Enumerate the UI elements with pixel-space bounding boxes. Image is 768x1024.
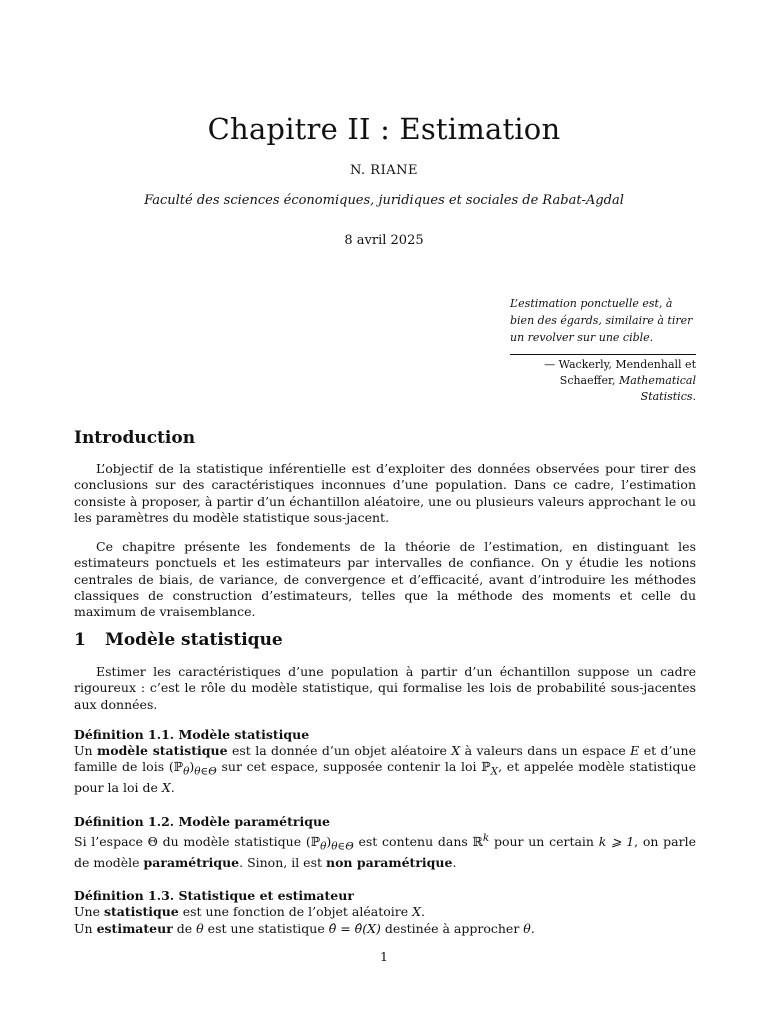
def-term: estimateur: [96, 920, 173, 936]
def-text: Si l’espace Θ du modèle statistique (ℙ: [74, 834, 321, 850]
attribution-prefix: — Wackerly, Mendenhall et Schaeffer,: [544, 358, 696, 387]
math-subscript: θ∈Θ: [331, 840, 354, 853]
def-term: paramétrique: [143, 854, 240, 870]
def-text: pour un certain: [489, 834, 599, 850]
def-text: est la donnée d’un objet aléatoire: [227, 743, 452, 759]
section-title: Modèle statistique: [105, 630, 283, 650]
page-number: 1: [380, 949, 388, 964]
def-text: , et appelée modèle statistique pour la loi de: [74, 759, 697, 796]
definition-1-3: [74, 888, 696, 937]
math-symbol: X: [161, 780, 171, 796]
def-text: ): [326, 834, 332, 850]
definition-1-3-line-1: [74, 904, 696, 920]
intro-paragraph-2: Ce chapitre présente les fondements de la théorie de l’estimation, en distinguant les estimateurs ponctuels et les estimateurs par intervalles de confiance. On y étudie les notions centrales de biais, de variance, de convergence et d’efficacité, avant d’introduire les méthodes classiques de construction d’estimateurs, telles que la méthode des moments et celle du maximum de vraisemblance.: [74, 539, 696, 620]
math-symbol: E: [630, 743, 640, 759]
def-text: est une statistique: [203, 920, 329, 936]
definition-1-2: [74, 814, 696, 872]
math-subscript: θ: [183, 765, 190, 778]
def-text: à valeurs dans un espace: [460, 743, 631, 759]
math-symbol: θ: [196, 920, 204, 936]
math-subscript: θ: [320, 840, 327, 853]
section-1-paragraph: Estimer les caractéristiques d’une population à partir d’un échantillon suppose un cadre rigoureux : c’est le rôle du modèle statistique, qui formalise les lois de probabilité sous-jacentes aux données.: [74, 664, 696, 712]
definition-1-2-text: [74, 830, 696, 871]
math-formula: θ̂ = θ̂(X): [328, 920, 381, 936]
def-text: .: [421, 904, 426, 920]
def-text: .: [530, 920, 535, 936]
math-symbol: X: [412, 904, 422, 920]
section-number: 1: [74, 630, 86, 650]
attribution-suffix: .: [692, 390, 696, 403]
def-text: est une fonction de l’objet aléatoire: [178, 904, 413, 920]
math-subscript: θ∈Θ: [194, 765, 217, 778]
page-title: Chapitre II : Estimation: [207, 112, 561, 146]
def-text: ): [189, 759, 195, 775]
def-text: est contenu dans ℝ: [353, 834, 483, 850]
author: N. RIANE: [350, 163, 418, 178]
definition-1-1-text: [74, 743, 696, 796]
math-symbol: X: [451, 743, 461, 759]
def-text: .: [170, 780, 175, 796]
def-text: de: [172, 920, 197, 936]
definition-1-3-line-2: [74, 921, 696, 937]
date: 8 avril 2025: [344, 233, 424, 248]
definition-1-3-heading: Définition 1.3. Statistique et estimateur: [74, 888, 354, 904]
epigraph-quote: L’estimation ponctuelle est, à bien des égards, similaire à tirer un revolver sur une cible.: [510, 297, 693, 344]
math-inequality: k ⩾ 1: [598, 834, 635, 850]
definition-1-2-heading: Définition 1.2. Modèle paramétrique: [74, 813, 330, 829]
attribution-work: Mathematical Statistics: [619, 374, 696, 403]
epigraph: [510, 295, 696, 405]
def-text: et d’une famille de lois (ℙ: [74, 743, 697, 775]
math-subscript: X: [490, 765, 499, 778]
def-text: , on parle de modèle: [74, 834, 696, 870]
definition-1-1: [74, 727, 696, 797]
section-1-heading: [74, 630, 283, 650]
def-text: destinée à approcher: [380, 920, 524, 936]
intro-heading: Introduction: [74, 428, 196, 448]
def-text: Un: [74, 920, 97, 936]
affiliation: Faculté des sciences économiques, juridiques et sociales de Rabat-Agdal: [144, 193, 624, 208]
def-term: non paramétrique: [325, 854, 453, 870]
section-1-body: [74, 664, 696, 937]
def-text: .: [452, 854, 457, 870]
epigraph-rule: [510, 354, 696, 355]
def-term: modèle statistique: [97, 743, 228, 759]
def-text: sur cet espace, supposée contenir la loi ℙ: [216, 759, 491, 775]
definition-1-1-heading: Définition 1.1. Modèle statistique: [74, 726, 310, 742]
math-symbol: θ: [523, 920, 531, 936]
def-text: Une: [74, 904, 104, 920]
intro-body: [74, 461, 696, 621]
intro-paragraph-1: L’objectif de la statistique inférentielle est d’exploiter des données observées pour tirer des conclusions sur des caractéristiques inconnues d’une population. Dans ce cadre, l’estimation consiste à proposer, à partir d’un échantillon aléatoire, une ou plusieurs valeurs approchant le ou les paramètres du modèle statistique sous-jacent.: [74, 461, 696, 525]
math-superscript: k: [482, 831, 490, 844]
epigraph-attribution: [510, 357, 696, 405]
def-term: statistique: [103, 904, 179, 920]
def-text: Un: [74, 743, 97, 759]
def-text: . Sinon, il est: [239, 854, 326, 870]
